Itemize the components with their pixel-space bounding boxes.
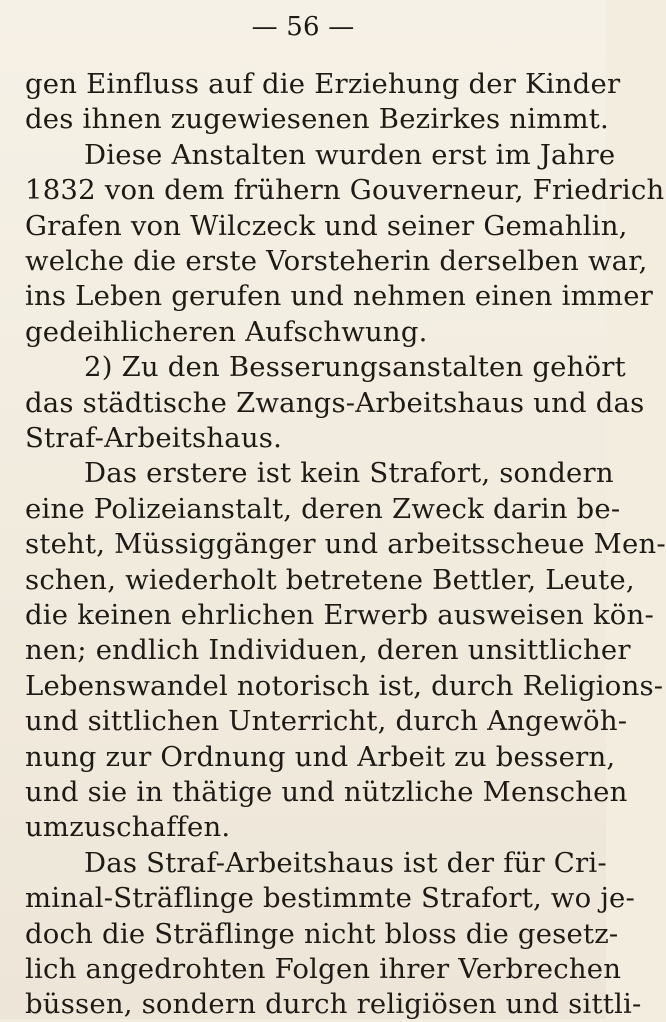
text-line: und sittlichen Unterricht, durch Angewöh- <box>25 705 628 737</box>
text-line: lich angedrohten Folgen ihrer Verbrechen <box>25 953 622 985</box>
text-line: Straf-Arbeitshaus. <box>25 422 283 454</box>
text-line: 2) Zu den Besserungsanstalten gehört <box>84 351 626 383</box>
text-line: und sie in thätige und nützliche Menschen <box>25 776 628 808</box>
text-line: doch die Sträflinge nicht bloss die gesetz- <box>25 918 619 950</box>
text-line: 1832 von dem frühern Gouverneur, Friedrich <box>25 174 665 206</box>
page-number: — 56 — <box>251 12 355 42</box>
text-line: nen; endlich Individuen, deren unsittlicher <box>25 634 631 666</box>
text-line: steht, Müssiggänger und arbeitsscheue Men- <box>25 528 666 560</box>
text-line: Das erstere ist kein Strafort, sondern <box>84 457 614 489</box>
text-line: ins Leben gerufen und nehmen einen immer <box>25 280 654 312</box>
text-line: Grafen von Wilczeck und seiner Gemahlin, <box>25 210 628 242</box>
text-line: gen Einfluss auf die Erziehung der Kinder <box>25 68 621 100</box>
text-line: eine Polizeianstalt, deren Zweck darin be- <box>25 493 621 525</box>
text-line: des ihnen zugewiesenen Bezirkes nimmt. <box>25 103 609 135</box>
text-line: Diese Anstalten wurden erst im Jahre <box>84 139 616 171</box>
text-line: umzuschaffen. <box>25 811 231 843</box>
text-line: Lebenswandel notorisch ist, durch Religions- <box>25 670 664 702</box>
text-line: die keinen ehrlichen Erwerb ausweisen kön- <box>25 599 654 631</box>
text-line: schen, wiederholt betretene Bettler, Leute, <box>25 564 635 596</box>
text-line: welche die erste Vorsteherin derselben war, <box>25 245 648 277</box>
text-line: minal-Sträflinge bestimmte Strafort, wo je- <box>25 882 636 914</box>
text-line: Das Straf-Arbeitshaus ist der für Cri- <box>84 847 607 879</box>
text-line: büssen, sondern durch religiösen und sittli- <box>25 988 642 1020</box>
text-line: gedeihlicheren Aufschwung. <box>25 316 428 348</box>
text-line: nung zur Ordnung und Arbeit zu bessern, <box>25 741 616 773</box>
text-line: das städtische Zwangs-Arbeitshaus und das <box>25 387 645 419</box>
